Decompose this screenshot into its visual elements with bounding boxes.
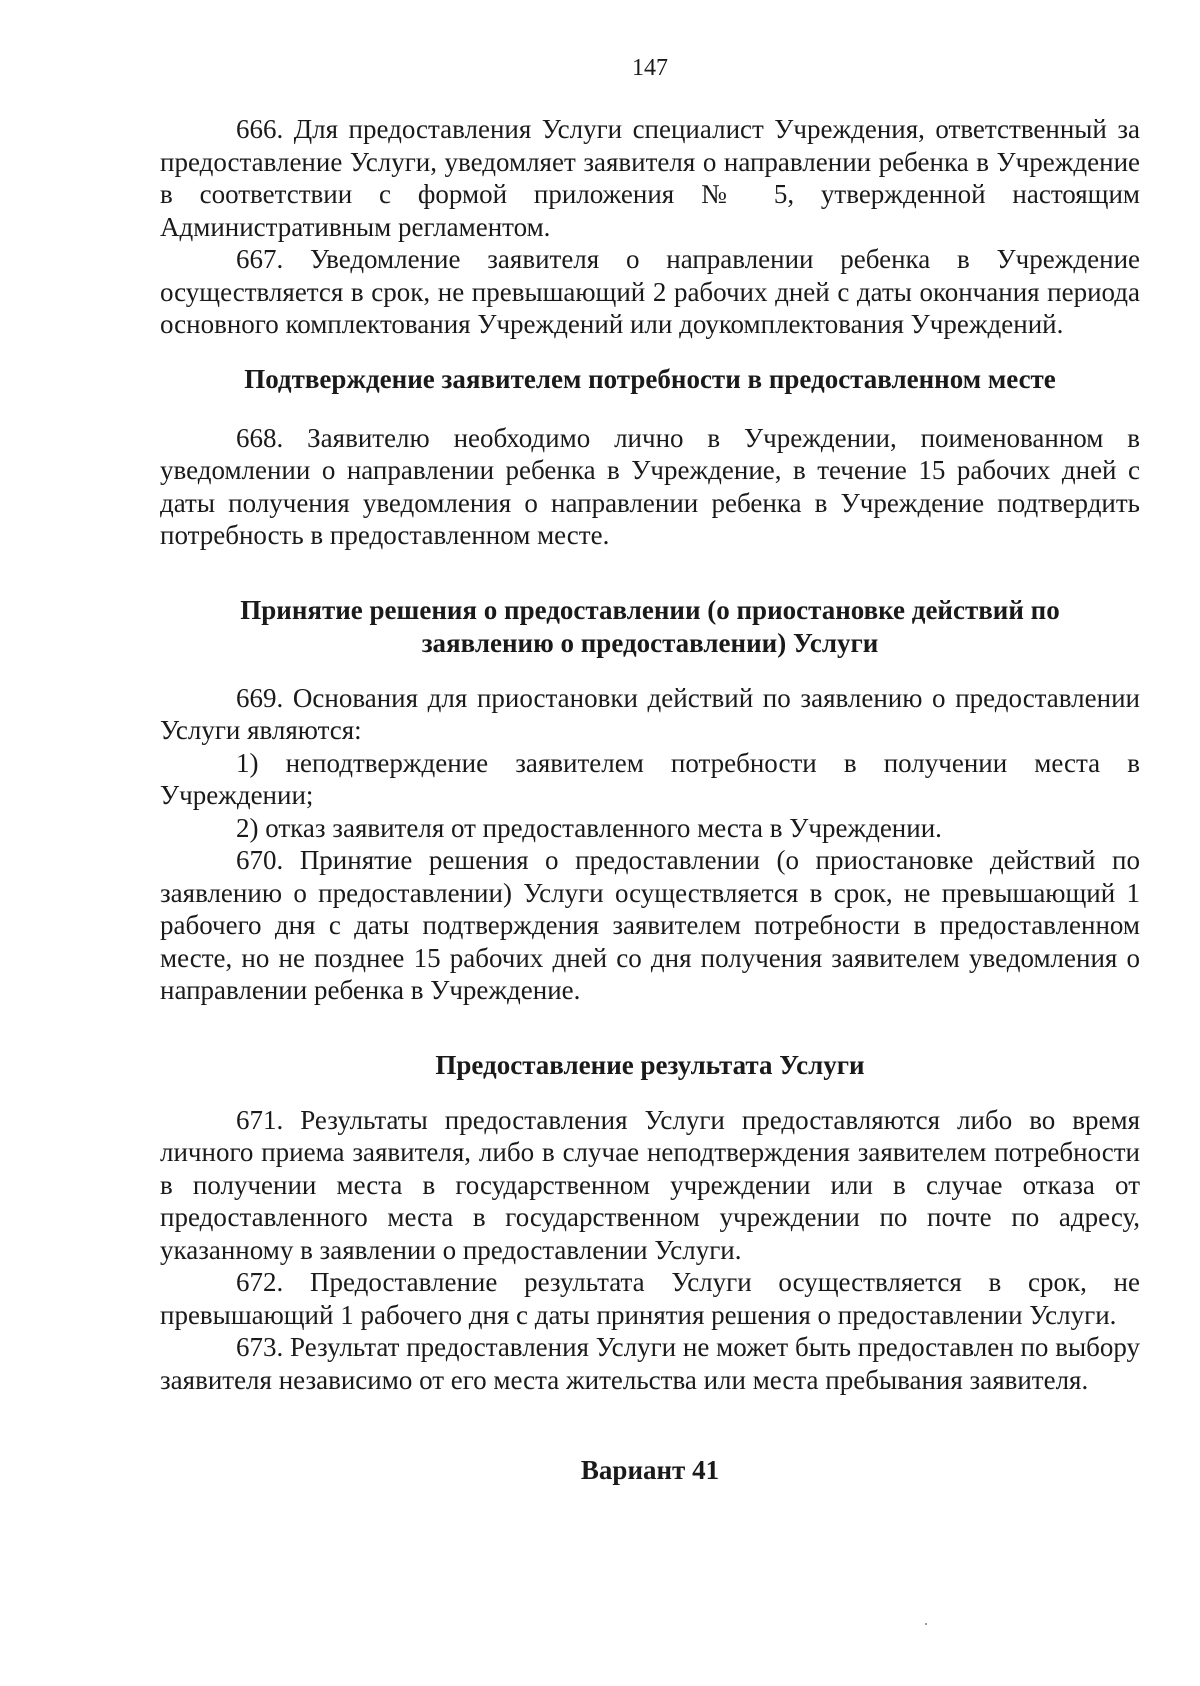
paragraph-667: 667. Уведомление заявителя о направлении ребенка в Учреждение осуществляется в срок, не превышающий 2 рабочих дней с даты окончания периода основного комплектования Учреждений или доукомплектования Учреждений. xyxy=(160,244,1140,339)
paragraph-673: 673. Результат предоставления Услуги не может быть предоставлен по выбору заявителя независимо от его места жительства или места пребывания заявителя. xyxy=(160,1332,1140,1395)
paragraph-672: 672. Предоставление результата Услуги осуществляется в срок, не превышающий 1 рабочего дня с даты принятия решения о предоставлении Услуги. xyxy=(160,1267,1140,1330)
paragraph-666: 666. Для предоставления Услуги специалист Учреждения, ответственный за предоставление Услуги, уведомляет заявителя о направлении ребенка в Учреждение в соответствии с формой приложения № 5, утвержденной настоящим Административным регламентом. xyxy=(160,114,1140,242)
heading-decision-line-1: Принятие решения о предоставлении (о приостановке действий по xyxy=(240,594,1060,625)
paragraph-669: 669. Основания для приостановки действий по заявлению о предоставлении Услуги являются: xyxy=(160,682,1140,745)
paragraph-670: 670. Принятие решения о предоставлении (о приостановке действий по заявлению о предоставлении) Услуги осуществляется в срок, не превышающий 1 рабочего дня с даты подтверждения заявителем потребности в предоставленном месте, но не позднее 15 рабочих дней со дня получения заявителем уведомления о направлении ребенка в Учреждение. xyxy=(160,845,1140,1005)
paragraph-668: 668. Заявителю необходимо лично в Учреждении, поименованном в уведомлении о направлении ребенка в Учреждение, в течение 15 рабочих дней с даты получения уведомления о направлении ребенка в Учреждение подтвердить потребность в предоставленном месте. xyxy=(160,422,1140,550)
paragraph-669-item-1: 1) неподтверждение заявителем потребности в получении места в Учреждении; xyxy=(160,747,1140,810)
heading-decision-line-2: заявлению о предоставлении) Услуги xyxy=(421,627,879,658)
heading-variant: Вариант 41 xyxy=(580,1455,720,1485)
document-page xyxy=(160,0,1140,1686)
paragraph-671: 671. Результаты предоставления Услуги предоставляются либо во время личного приема заявителя, либо в случае неподтверждения заявителем потребности в получении места в государственном учреждении или в случае отказа от предоставленного места в государственном учреждении по почте по адресу, указанному в заявлении о предоставлении Услуги. xyxy=(160,1104,1140,1265)
document-body xyxy=(160,113,1140,1487)
page-number: 147 xyxy=(632,55,668,81)
scan-speck xyxy=(925,1623,927,1625)
heading-confirmation: Подтверждение заявителем потребности в предоставленном месте xyxy=(244,363,1056,394)
heading-result: Предоставление результата Услуги xyxy=(435,1049,865,1080)
paragraph-669-item-2: 2) отказ заявителя от предоставленного места в Учреждении. xyxy=(236,812,942,843)
heading-decision xyxy=(160,594,1140,660)
